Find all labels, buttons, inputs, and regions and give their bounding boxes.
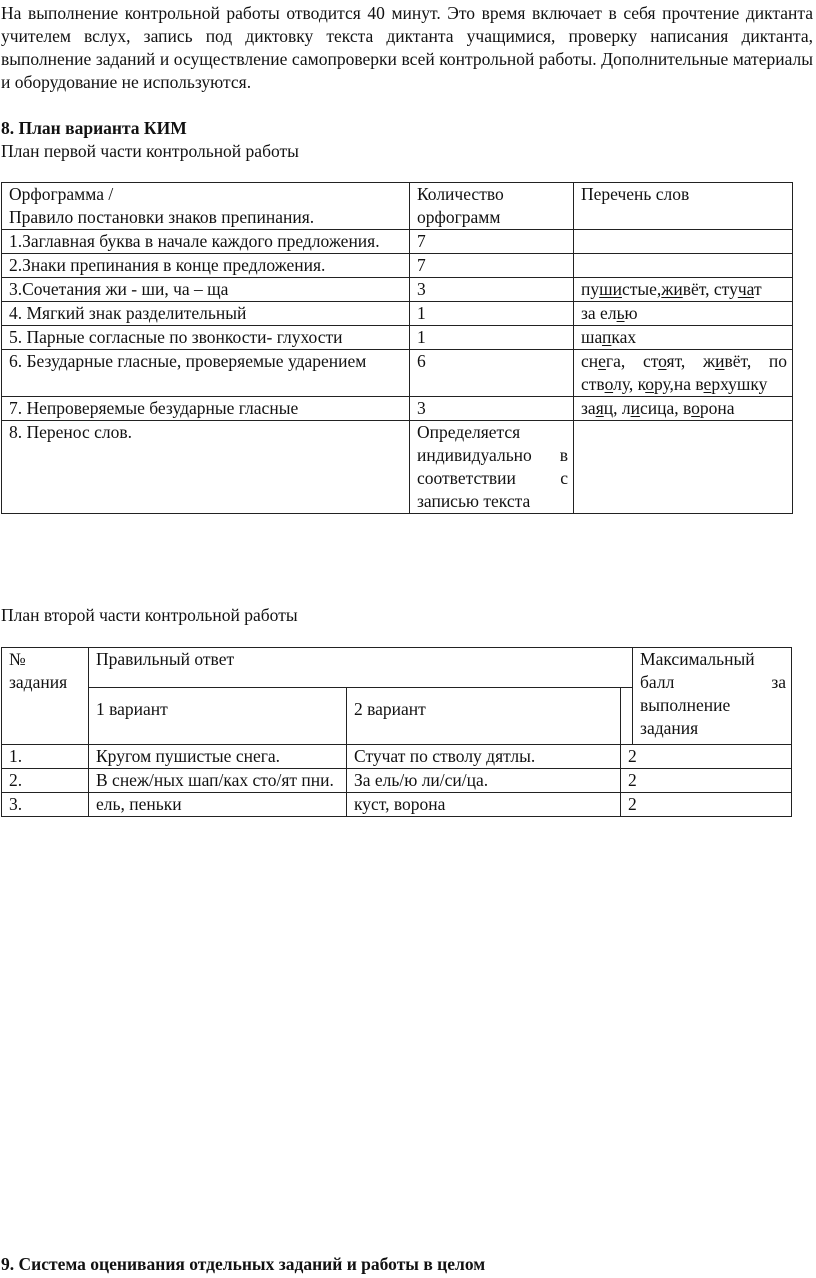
count-cell: 1	[410, 302, 574, 326]
spelling-highlight: о	[645, 374, 654, 394]
rule-cell: 6. Безударные гласные, проверяемые ударением	[2, 350, 410, 397]
rule-cell: 5. Парные согласные по звонкости- глухости	[2, 326, 410, 350]
header-correct-answer: Правильный ответ	[89, 648, 633, 688]
score-cell: 2	[621, 793, 792, 817]
section8-heading: 8. План варианта КИМ	[1, 118, 187, 138]
spelling-highlight: о	[658, 351, 667, 371]
word-item: живёт,	[703, 351, 752, 371]
part1-title: План первой части контрольной работы	[1, 141, 299, 161]
variant-2-cell: За ель/ю ли/си/ца.	[347, 769, 621, 793]
spelling-highlight: ча	[737, 279, 754, 299]
words-cell	[574, 326, 793, 350]
count-cell: 1	[410, 326, 574, 350]
word-item: верхушку	[695, 374, 768, 394]
header-count: Количество орфограмм	[410, 183, 574, 230]
task-number-cell: 1.	[2, 745, 89, 769]
words-cell	[574, 397, 793, 421]
table-row	[2, 326, 793, 350]
word-item: за елью	[581, 303, 638, 323]
variant-1-cell: В снеж/ных шап/ках сто/ят пни.	[89, 769, 347, 793]
table-row	[2, 397, 793, 421]
header-spacer	[621, 688, 633, 745]
rule-cell: 2.Знаки препинания в конце предложения.	[2, 254, 410, 278]
variant-1-cell: Кругом пушистые снега.	[89, 745, 347, 769]
spelling-highlight: ши	[599, 279, 622, 299]
section9-heading: 9. Система оценивания отдельных заданий и работы в целом	[1, 1254, 486, 1274]
task-number-cell: 2.	[2, 769, 89, 793]
words-cell	[574, 421, 793, 514]
words-cell	[574, 230, 793, 254]
answers-plan-table	[1, 647, 792, 817]
count-cell: Определяется индивидуально в соответствии с записью текста	[410, 421, 574, 514]
part2-title: План второй части контрольной работы	[1, 605, 298, 625]
spelling-highlight: о	[691, 398, 700, 418]
word-item: живёт,	[661, 279, 710, 299]
table-row	[2, 350, 793, 397]
count-cell: 3	[410, 397, 574, 421]
spelling-highlight: е	[598, 351, 606, 371]
task-number-cell: 3.	[2, 793, 89, 817]
variant-2-cell: Стучат по стволу дятлы.	[347, 745, 621, 769]
variant-2-cell: куст, ворона	[347, 793, 621, 817]
table-header-row	[2, 648, 792, 688]
words-cell	[574, 278, 793, 302]
word-item: лисица,	[621, 398, 679, 418]
header-max-score: Максимальный балл за выполнение задания	[633, 648, 792, 745]
word-item: снега,	[581, 351, 626, 371]
table-row	[2, 254, 793, 278]
spelling-highlight: е	[703, 374, 712, 394]
word-item: стучат	[713, 279, 762, 299]
header-words: Перечень слов	[574, 183, 793, 230]
spelling-highlight: и	[715, 351, 725, 371]
rule-cell: 3.Сочетания жи - ши, ча – ща	[2, 278, 410, 302]
word-item: кору,на	[637, 374, 691, 394]
spelling-highlight: я	[595, 398, 604, 418]
header-variant-2: 2 вариант	[347, 688, 621, 745]
rule-cell: 7. Непроверяемые безударные гласные	[2, 397, 410, 421]
count-cell: 3	[410, 278, 574, 302]
table-header-row	[2, 183, 793, 230]
word-item: заяц,	[581, 398, 618, 418]
spelling-highlight: п	[602, 327, 612, 347]
count-cell: 6	[410, 350, 574, 397]
count-cell: 7	[410, 254, 574, 278]
rule-cell: 8. Перенос слов.	[2, 421, 410, 514]
table-row	[2, 278, 793, 302]
table-row	[2, 302, 793, 326]
table-row	[2, 769, 792, 793]
word-item: пушистые,	[581, 279, 662, 299]
word-item: ворона	[683, 398, 735, 418]
spelling-highlight: о	[604, 374, 614, 394]
table-row	[2, 230, 793, 254]
header-task-number: № задания	[2, 648, 89, 745]
word-item: по стволу,	[581, 351, 788, 394]
word-item: шапках	[581, 327, 637, 347]
words-cell	[574, 350, 793, 397]
header-variant-1: 1 вариант	[89, 688, 347, 745]
spelling-highlight: ь	[616, 303, 625, 323]
rule-cell: 1.Заглавная буква в начале каждого предложения.	[2, 230, 410, 254]
intro-paragraph: На выполнение контрольной работы отводится 40 минут. Это время включает в себя прочтение диктанта учителем вслух, запись под диктовку текста диктанта учащимися, проверку написания диктанта, выполнение заданий и осуществление самопроверки всей контрольной работы. Дополнительные материалы и оборудование не используются.	[1, 3, 813, 92]
table-row	[2, 745, 792, 769]
spelling-plan-table	[1, 182, 793, 514]
spelling-highlight: и	[630, 398, 640, 418]
spelling-highlight: жи	[661, 279, 683, 299]
variant-1-cell: ель, пеньки	[89, 793, 347, 817]
score-cell: 2	[621, 745, 792, 769]
words-cell	[574, 254, 793, 278]
table-row	[2, 793, 792, 817]
count-cell: 7	[410, 230, 574, 254]
word-item: стоят,	[642, 351, 686, 371]
words-cell	[574, 302, 793, 326]
table-row	[2, 421, 793, 514]
header-rule: Орфограмма / Правило постановки знаков препинания.	[2, 183, 410, 230]
score-cell: 2	[621, 769, 792, 793]
rule-cell: 4. Мягкий знак разделительный	[2, 302, 410, 326]
